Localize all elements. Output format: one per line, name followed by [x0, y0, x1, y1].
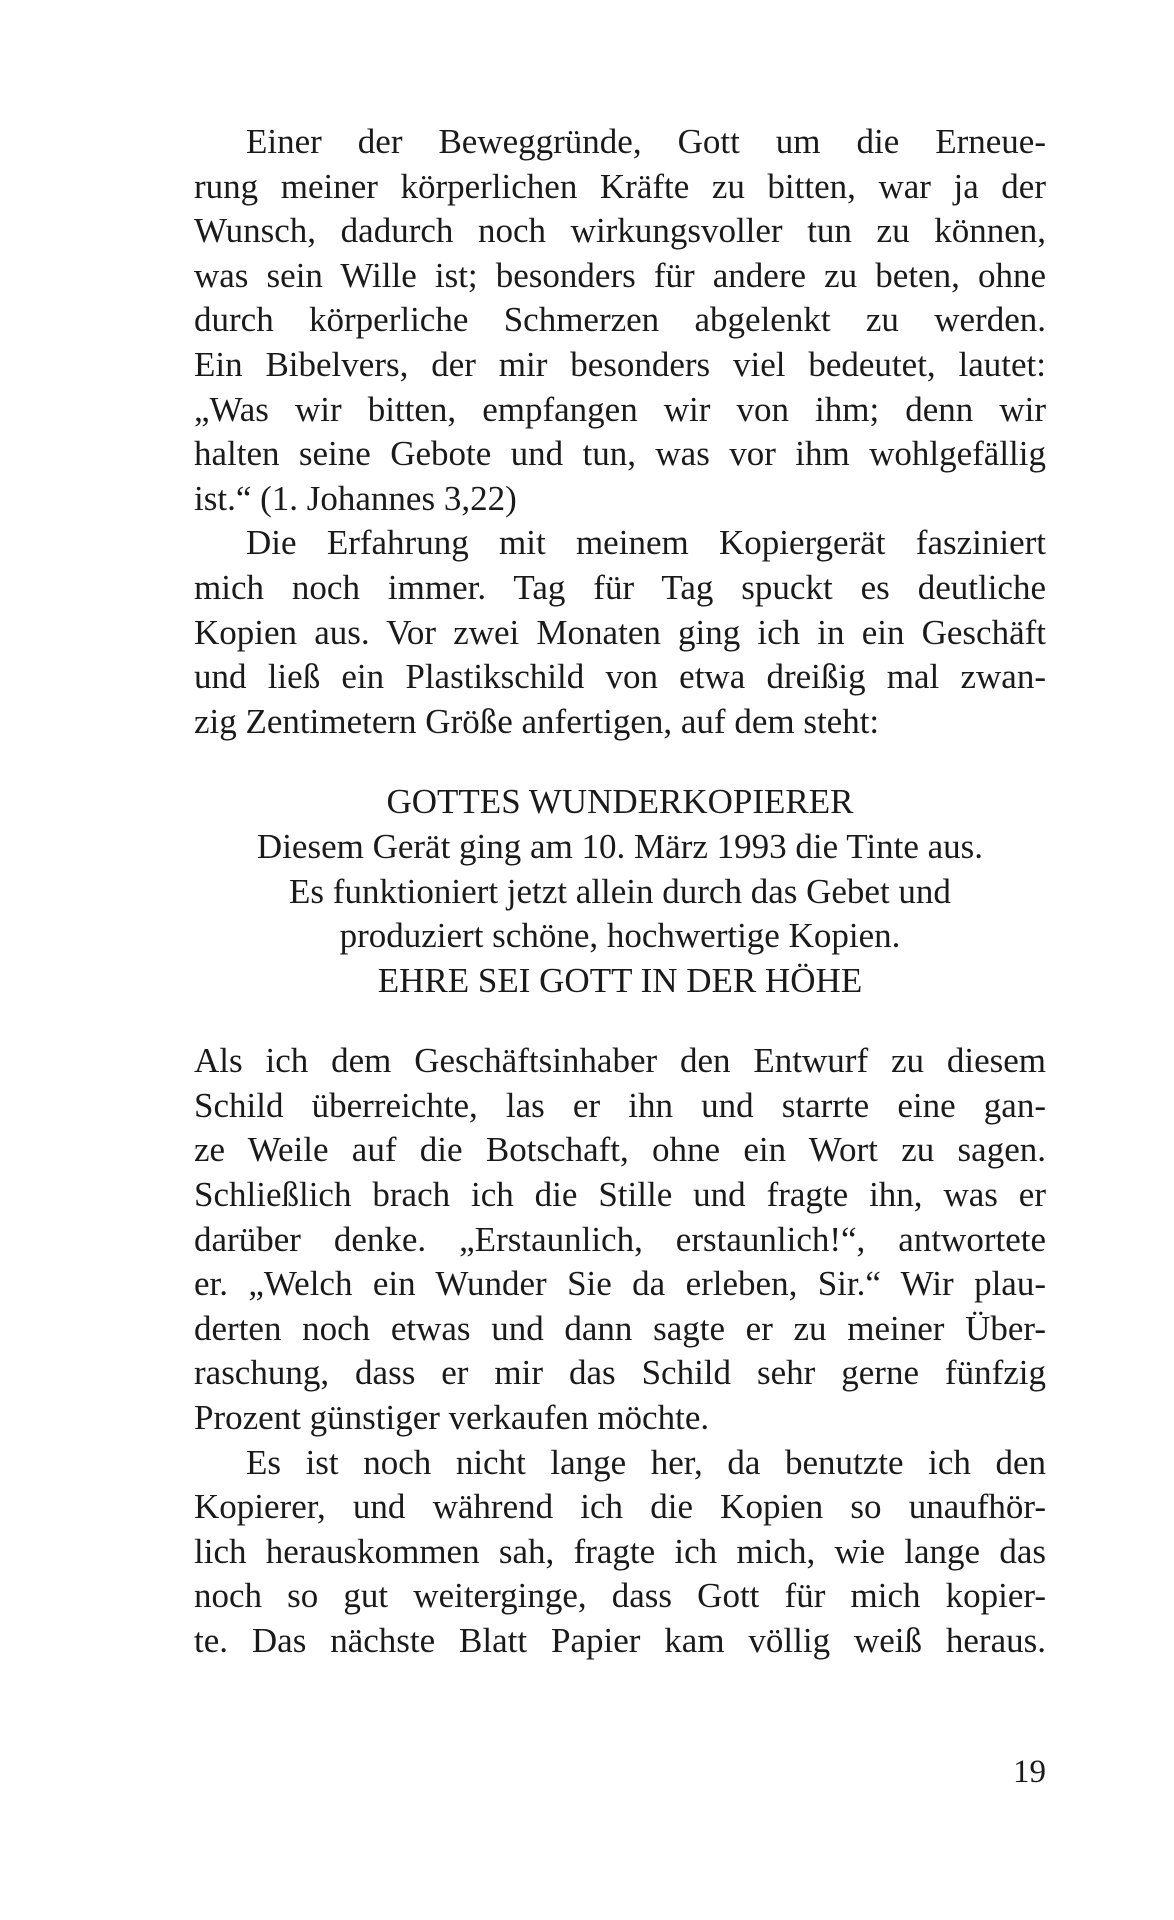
text-line: Einer der Beweggründe, Gott um die Erneue-: [246, 122, 1046, 161]
sign-line: Es funktioniert jetzt allein durch das Gebet und: [289, 871, 951, 911]
sign-inscription: [194, 780, 1046, 1003]
book-page-text: [194, 120, 1046, 1664]
sign-title: GOTTES WUNDERKOPIERER: [386, 782, 854, 822]
text-line: „Was wir bitten, empfangen wir von ihm; denn wir: [194, 389, 1046, 429]
sign-closing: EHRE SEI GOTT IN DER HÖHE: [377, 960, 863, 1000]
text-line: mich noch immer. Tag für Tag spuckt es deutliche: [194, 567, 1046, 607]
text-line: lich herauskommen sah, fragte ich mich, wie lange das: [194, 1531, 1046, 1571]
paragraph-prayer-motivation: [194, 120, 1046, 521]
text-line: derten noch etwas und dann sagte er zu meiner Über-: [194, 1308, 1046, 1348]
text-line: te. Das nächste Blatt Papier kam völlig weiß heraus.: [194, 1621, 1046, 1660]
text-line: ist.“ (1. Johannes 3,22): [194, 478, 517, 518]
text-line: rung meiner körperlichen Kräfte zu bitten, war ja der: [194, 166, 1046, 206]
text-line: Wunsch, dadurch noch wirkungsvoller tun zu können,: [194, 211, 1046, 251]
text-line: darüber denke. „Erstaunlich, erstaunlich!“, antwortete: [194, 1219, 1046, 1259]
text-line: Die Erfahrung mit meinem Kopiergerät fasziniert: [246, 523, 1046, 563]
text-line: und ließ ein Plastikschild von etwa dreißig mal zwan-: [194, 657, 1046, 697]
text-line: raschung, dass er mir das Schild sehr gerne fünfzig: [194, 1353, 1046, 1393]
text-line: Kopien aus. Vor zwei Monaten ging ich in ein Geschäft: [194, 612, 1046, 652]
text-line: durch körperliche Schmerzen abgelenkt zu werden.: [194, 300, 1046, 340]
paragraph-shop-owner: [194, 1039, 1046, 1440]
text-line: zig Zentimetern Größe anfertigen, auf dem steht:: [194, 701, 880, 741]
text-line: Ein Bibelvers, der mir besonders viel bedeutet, lautet:: [194, 344, 1046, 384]
text-line: Prozent günstiger verkaufen möchte.: [194, 1398, 710, 1438]
text-line: Schließlich brach ich die Stille und fragte ihn, was er: [194, 1175, 1046, 1215]
text-line: Als ich dem Geschäftsinhaber den Entwurf zu diesem: [194, 1041, 1046, 1081]
paragraph-copier-experience: [194, 521, 1046, 744]
text-line: er. „Welch ein Wunder Sie da erleben, Sir.“ Wir plau-: [194, 1264, 1046, 1304]
text-line: halten seine Gebote und tun, was vor ihm wohlgefällig: [194, 434, 1046, 474]
text-line: noch so gut weiterginge, dass Gott für mich kopier-: [194, 1576, 1046, 1616]
sign-line: produziert schöne, hochwertige Kopien.: [339, 916, 901, 956]
text-line: ze Weile auf die Botschaft, ohne ein Wort zu sagen.: [194, 1130, 1046, 1170]
text-line: Kopierer, und während ich die Kopien so unaufhör-: [194, 1487, 1046, 1527]
sign-line: Diesem Gerät ging am 10. März 1993 die Tinte aus.: [256, 826, 984, 866]
text-line: Es ist noch nicht lange her, da benutzte ich den: [246, 1442, 1046, 1482]
page-number: 19: [1013, 1754, 1046, 1790]
paragraph-blank-page: [194, 1441, 1046, 1664]
text-line: Schild überreichte, las er ihn und starrte eine gan-: [194, 1085, 1046, 1125]
text-line: was sein Wille ist; besonders für andere zu beten, ohne: [194, 255, 1046, 295]
